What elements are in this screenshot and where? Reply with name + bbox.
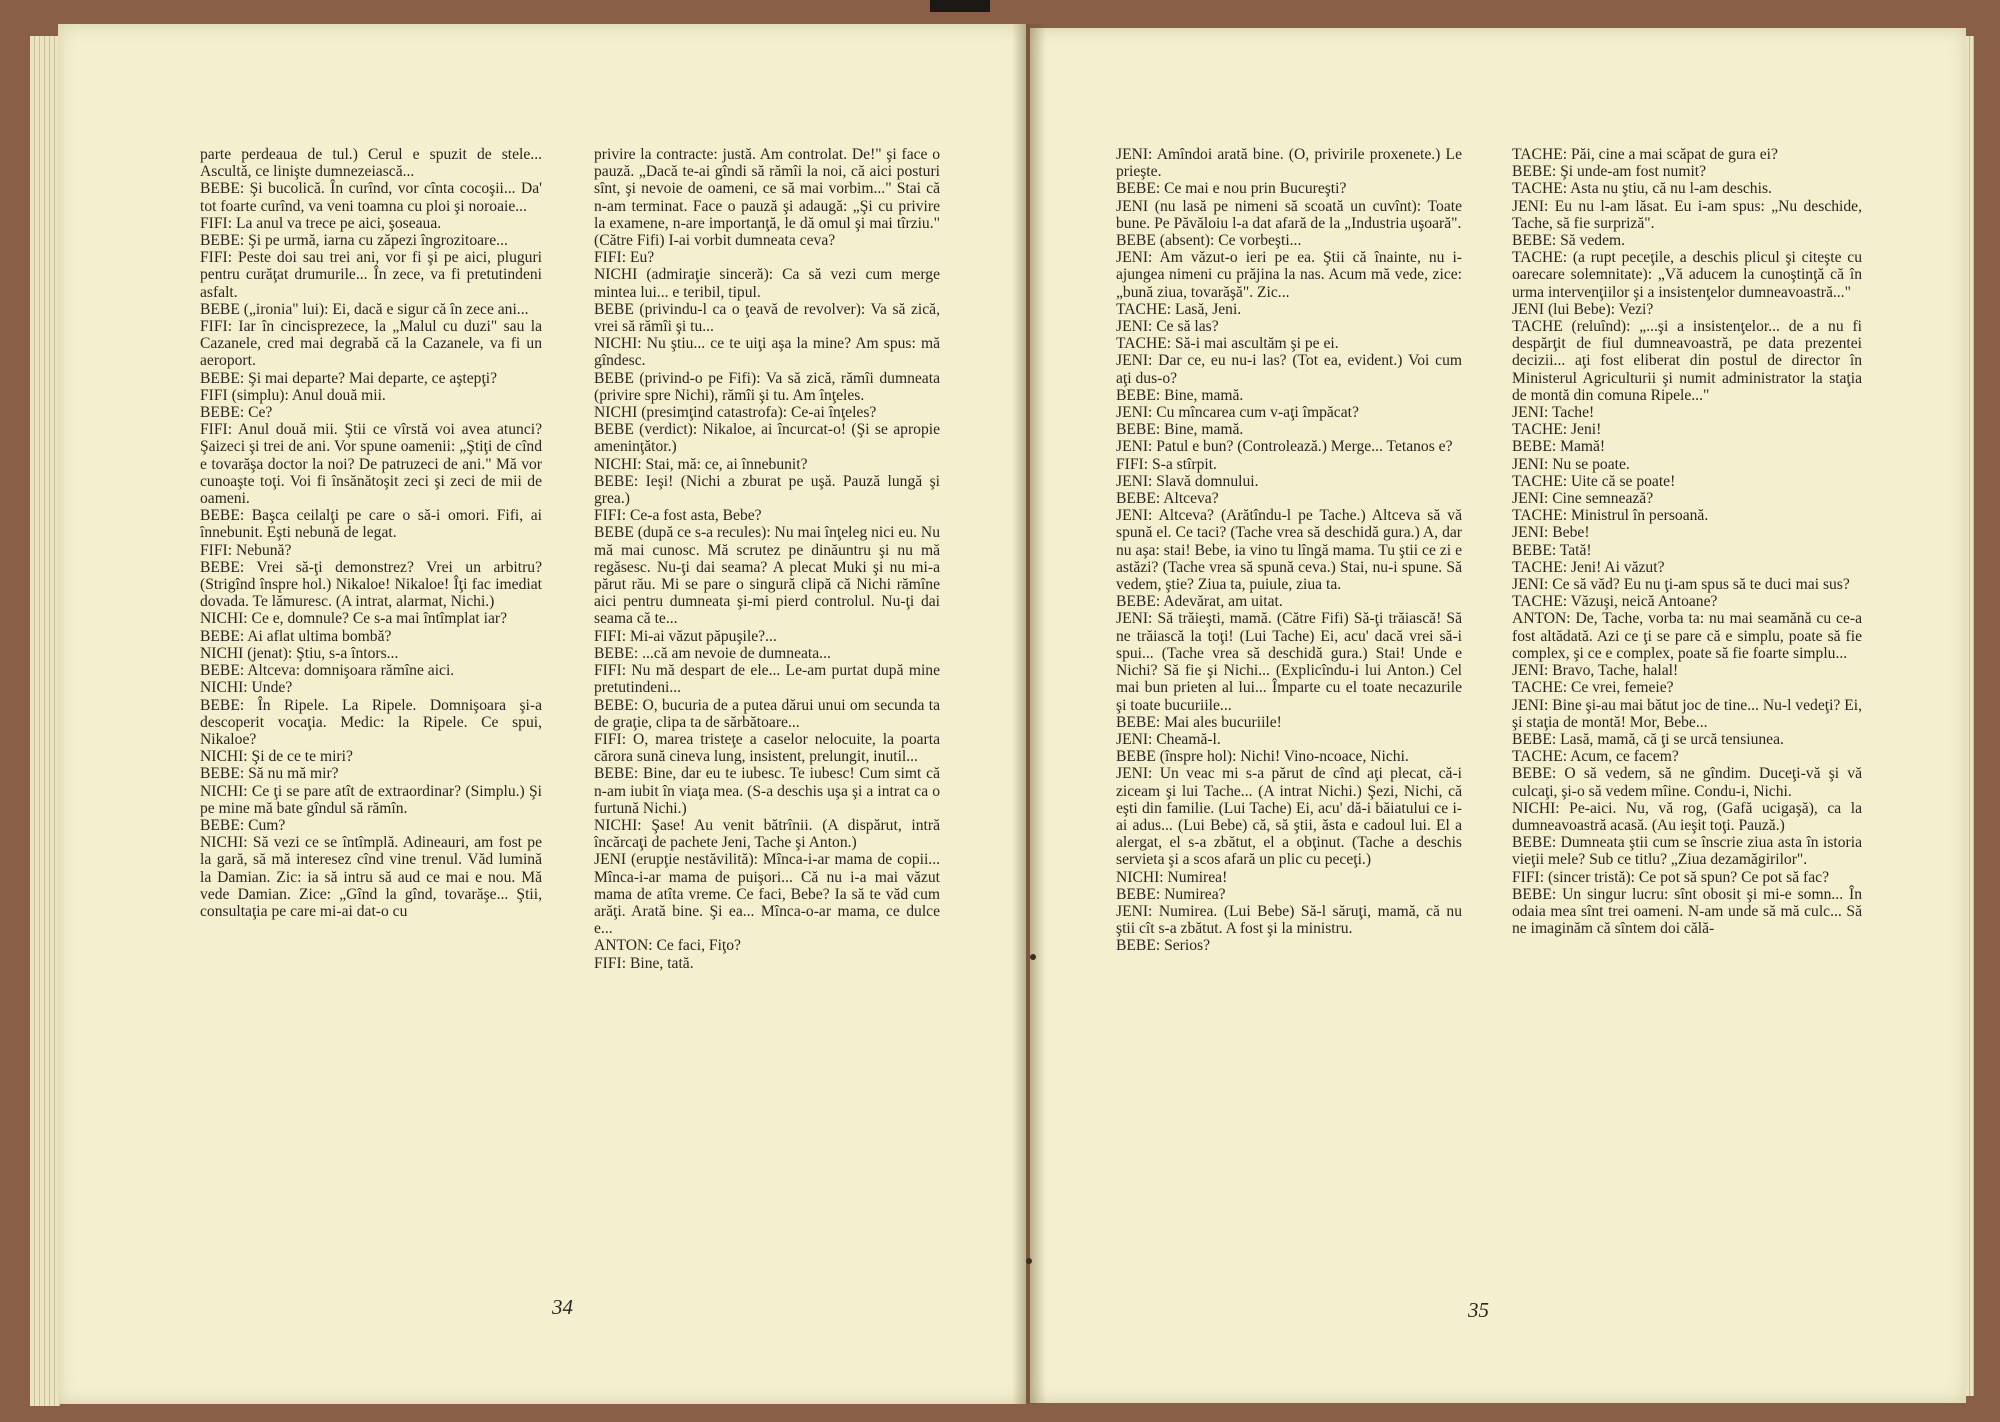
dialogue-paragraph: JENI: Nu se poate. (1512, 455, 1630, 473)
dialogue-paragraph: BEBE: Bine, dar eu te iubesc. Te iubesc! Cum simt că n-am iubit în viaţa mea. (S-a deschis uşa şi a intrat ca o furtună Nichi.) (594, 765, 940, 817)
dialogue-paragraph: BEBE: Să nu mă mir? (200, 765, 339, 783)
dialogue-paragraph: TACHE: Uite că se poate! (1512, 472, 1676, 490)
dialogue-paragraph: BEBE (absent): Ce vorbeşti... (1116, 232, 1302, 250)
dialogue-paragraph: FIFI: Nebună? (200, 541, 292, 559)
dialogue-paragraph: JENI: Dar ce, eu nu-i las? (Tot ea, evident.) Voi cum aţi dus-o? (1116, 352, 1462, 387)
dialogue-paragraph: BEBE (privindu-l ca o ţeavă de revolver): Va să zică, vrei să rămîi şi tu... (594, 300, 940, 336)
dialogue-paragraph: TACHE (reluînd): „...şi a insistenţelor... de a nu fi despărţit de fiul dumneavoastră, pe data prezentei decizii... aţi fost eliberat din postul de director în Ministerul Agriculturii şi numit administrator la staţia de montă din comuna Ripele..." (1512, 318, 1862, 404)
dialogue-paragraph: TACHE: Să-i mai ascultăm şi pe ei. (1116, 335, 1339, 353)
dialogue-paragraph: BEBE: Lasă, mamă, că ţi se urcă tensiunea. (1512, 730, 1784, 748)
dialogue-paragraph: BEBE (verdict): Nikaloe, ai încurcat-o! (Şi se apropie ameninţător.) (594, 421, 940, 456)
dialogue-paragraph: JENI (erupţie nestăvilită): Mînca-i-ar mama de copii... Mînca-i-ar mama de puişori... Că nu i-a mai văzut mama de atîta vreme. Ce faci, Bebe? Ia să te văd cum arăţi. Arată bine. Şi ea... Mînca-o-ar mama, ce dulce e... (594, 851, 940, 938)
dialogue-paragraph: JENI: Altceva? (Arătîndu-l pe Tache.) Altceva să vă spună el. Ce taci? (Tache vrea să deschidă gura.) A, dar nu aşa: stai! Bebe, ia vino tu lîngă mama. Tu ştii ce zi e astăzi? (Tache vrea să spună ceva.) Stai, nu-i spune. Să vedem, ştie? Ziua ta, puiule, ziua ta. (1116, 507, 1462, 594)
dialogue-paragraph: JENI: Bine şi-au mai bătut joc de tine... Nu-l vedeţi? Ei, şi staţia de montă! Mor, Bebe... (1512, 696, 1862, 731)
dialogue-paragraph: ANTON: Ce faci, Fiţo? (594, 937, 741, 955)
dialogue-paragraph: BEBE: În Ripele. La Ripele. Domnişoara şi-a descoperit vocaţia. Medic: la Ripele. Ce spui, Nikaloe? (200, 696, 542, 748)
cover-shadow (930, 0, 990, 12)
dialogue-paragraph: BEBE: Altceva: domnişoara rămîne aici. (200, 662, 455, 680)
dialogue-paragraph: BEBE: Şi unde-am fost numit? (1512, 163, 1707, 181)
page-edges-left (30, 36, 60, 1406)
dialogue-paragraph: NICHI: Nu ştiu... ce te uiţi aşa la mine? Am spus: mă gîndesc. (594, 335, 940, 370)
dialogue-paragraph: JENI: Să trăieşti, mamă. (Către Fifi) Să-ţi trăiască! Să ne trăiască la toţi! (Lui Tache) Ei, acu' dacă vrei să-i spui... (Tache vrea să deschidă gura.) Stai! Unde e Nichi? Să fie şi Nichi... (Explicîndu-i lui Anton.) Cel mai bun prieten al lui... Împarte cu el toate necazurile şi toate bucuriile... (1116, 610, 1462, 714)
right-page-column-2 (1512, 146, 1862, 1274)
dialogue-paragraph: NICHI: Ce ţi se pare atît de extraordinar? (Simplu.) Şi pe mine mă bate gîndul să rămîn. (200, 782, 542, 817)
dialogue-paragraph: JENI: Slavă domnului. (1116, 472, 1259, 490)
dialogue-paragraph: JENI: Am văzut-o ieri pe ea. Ştii că înainte, nu i-ajungea nimeni cu prăjina la nas. Acum mă vede, zice: „bună ziua, tovarăşă". Zic... (1116, 249, 1462, 301)
dialogue-paragraph: FIFI: O, marea tristeţe a caselor nelocuite, la poarta cărora sună cineva lung, insistent, prelungit, inutil... (594, 730, 940, 766)
dialogue-paragraph: BEBE: O să vedem, să ne gîndim. Duceţi-vă şi vă culcaţi, şi-o să vedem mîine. Condu-i, Nichi. (1512, 765, 1862, 800)
dialogue-paragraph: BEBE: Serios? (1116, 937, 1210, 955)
dialogue-paragraph: BEBE: Mai ales bucuriile! (1116, 713, 1282, 731)
dialogue-paragraph: BEBE: ...că am nevoie de dumneata... (594, 644, 831, 662)
dialogue-paragraph: ANTON: De, Tache, vorba ta: nu mai seamănă cu ce-a fost altădată. Azi ce ţi se pare că e simplu, poate să fie complex, şi ce e complex, poate să fie foarte simplu... (1512, 610, 1862, 662)
dialogue-paragraph: TACHE: Ministrul în persoană. (1512, 507, 1709, 525)
dialogue-paragraph: NICHI: Şase! Au venit bătrînii. (A dispărut, intră încărcaţi de pachete Jeni, Tache şi Anton.) (594, 816, 940, 852)
dialogue-paragraph: JENI: Bebe! (1512, 524, 1590, 542)
dialogue-paragraph: FIFI: Mi-ai văzut păpuşile?... (594, 627, 777, 645)
dialogue-paragraph: JENI: Numirea. (Lui Bebe) Să-l săruţi, mamă, că nu ştii cît s-a zbătut. A fost şi la ministru. (1116, 902, 1462, 938)
ink-speck (1026, 1258, 1032, 1264)
dialogue-paragraph: NICHI: Şi de ce te miri? (200, 748, 353, 766)
dialogue-paragraph: BEBE: Şi bucolică. În curînd, vor cînta cocoşii... Da' tot foarte curînd, va veni toamna cu ploi şi noroaie... (200, 180, 542, 215)
dialogue-paragraph: BEBE: Să vedem. (1512, 232, 1626, 250)
dialogue-paragraph: TACHE: Asta nu ştiu, că nu l-am deschis. (1512, 180, 1772, 198)
dialogue-paragraph: BEBE: O, bucuria de a putea dărui unui om secunda ta de graţie, clipa ta de sărbătoare... (594, 696, 940, 731)
dialogue-paragraph: BEBE: Cum? (200, 816, 286, 834)
dialogue-paragraph: FIFI: Anul două mii. Ştii ce vîrstă voi avea atunci? Şaizeci şi trei de ani. Vor spune oamenii: „Ştiţi de cînd e tovarăşa doctor la noi? De patruzeci de ani." Mă vor cunoaşte toţi. Voi fi însănătoşit zeci şi zeci de mii de oameni. (200, 421, 542, 508)
dialogue-paragraph: TACHE: Lasă, Jeni. (1116, 300, 1242, 318)
dialogue-paragraph: BEBE: Numirea? (1116, 885, 1226, 903)
dialogue-paragraph: JENI: Un veac mi s-a părut de cînd aţi plecat, că-i ziceam şi lui Tache... (A intrat Nichi.) Şezi, Nichi, că eşti din familie. (Lui Tache) Ei, acu' dă-i băiatului ce i-ai adus... (Lui Bebe) că, să ştii, ăsta e cadoul lui. El a alergat, el s-a zbătut, el a obţinut. (Tache a deschis servieta şi a scos afară un plic cu peceţi.) (1116, 765, 1462, 869)
dialogue-paragraph: NICHI: Să vezi ce se întîmplă. Adineauri, am fost pe la gară, să mă interesez cînd vine trenul. Văd lumină la Damian. Zic: ia să intru să aud ce mai e nou. Mă vede Damian. Zice: „Gînd la gînd, tovarăşe... Ştii, consultaţia pe care mi-ai dat-o cu (200, 834, 542, 920)
ink-speck (1030, 954, 1036, 960)
dialogue-paragraph: BEBE: Ce mai e nou prin Bucureşti? (1116, 180, 1347, 198)
dialogue-paragraph: NICHI: Pe-aici. Nu, vă rog, (Gafă ucigaşă), ca la dumneavoastră acasă. (Au ieşit toţi. Pauză.) (1512, 799, 1862, 834)
dialogue-paragraph: BEBE (după ce s-a recules): Nu mai înţeleg nici eu. Nu mă mai cunosc. Mă scrutez pe dinăuntru şi nu mă regăsesc. Nu-ţi dai seama? A plecat Muki şi nu mi-a părut rău. Mi se pare o singură clipă că Nichi rămîne aici pentru dumneata şi-mi pierd controlul. Nu-ţi dai seama că te... (594, 524, 940, 628)
dialogue-paragraph: NICHI: Ce e, domnule? Ce s-a mai întîmplat iar? (200, 610, 508, 628)
dialogue-paragraph: BEBE: Şi mai departe? Mai departe, ce aştepţi? (200, 369, 498, 387)
dialogue-paragraph: BEBE: Adevărat, am uitat. (1116, 593, 1283, 611)
left-page-column-2 (594, 146, 940, 1274)
dialogue-paragraph: JENI: Ce să văd? Eu nu ţi-am spus să te duci mai sus? (1512, 576, 1850, 594)
dialogue-paragraph: BEBE: Mamă! (1512, 438, 1606, 456)
dialogue-paragraph: BEBE: Dumneata ştii cum se înscrie ziua asta în istoria vieţii mele? Sub ce titlu? „Ziua dezamăgirilor". (1512, 834, 1862, 869)
dialogue-paragraph: TACHE: Acum, ce facem? (1512, 748, 1679, 766)
dialogue-paragraph: FIFI: Ce-a fost asta, Bebe? (594, 507, 762, 525)
dialogue-paragraph: JENI (nu lasă pe nimeni să scoată un cuvînt): Toate bune. Pe Păvăloiu l-a dat afară de la „Industria uşoară". (1116, 197, 1462, 232)
dialogue-paragraph: BEBE: Ce? (200, 404, 273, 422)
dialogue-paragraph: TACHE: Păi, cine a mai scăpat de gura ei? (1512, 146, 1778, 163)
dialogue-paragraph: TACHE: Jeni! Ai văzut? (1512, 558, 1665, 576)
dialogue-paragraph: BEBE: Bine, mamă. (1116, 386, 1244, 404)
dialogue-paragraph: FIFI (simplu): Anul două mii. (200, 386, 386, 404)
page-number-right: 35 (1468, 1298, 1489, 1322)
dialogue-paragraph: BEBE: Bine, mamă. (1116, 421, 1244, 439)
dialogue-paragraph: BEBE (înspre hol): Nichi! Vino-ncoace, Nichi. (1116, 748, 1409, 766)
dialogue-paragraph: BEBE: Ieşi! (Nichi a zburat pe uşă. Pauză lungă şi grea.) (594, 472, 940, 508)
dialogue-paragraph: BEBE: Vrei să-ţi demonstrez? Vrei un arbitru? (Strigînd înspre hol.) Nikaloe! Nikaloe! Îţi fac imediat dovada. Te lămuresc. (A intrat, alarmat, Nichi.) (200, 558, 542, 611)
dialogue-paragraph: BEBE (privind-o pe Fifi): Va să zică, rămîi dumneata (privire spre Nichi), rămîi şi tu. Am înţeles. (594, 369, 940, 404)
dialogue-paragraph: BEBE: Ai aflat ultima bombă? (200, 627, 392, 645)
dialogue-paragraph: BEBE: Tată! (1512, 541, 1592, 559)
dialogue-paragraph: FIFI: Peste doi sau trei ani, vor fi şi pe aici, pluguri pentru curăţat drumurile... În zece, va fi pretutindeni asfalt. (200, 249, 542, 301)
dialogue-paragraph: BEBE: Şi pe urmă, iarna cu zăpezi îngrozitoare... (200, 232, 508, 250)
dialogue-paragraph: FIFI: Iar în cincisprezece, la „Malul cu duzi" sau la Cazanele, cred mai degrabă că la Cazanele, va fi un aeroport. (200, 318, 542, 370)
dialogue-paragraph: NICHI: Stai, mă: ce, ai înnebunit? (594, 455, 808, 473)
dialogue-paragraph: TACHE: Văzuşi, neică Antoane? (1512, 593, 1718, 611)
dialogue-paragraph: JENI: Bravo, Tache, halal! (1512, 662, 1679, 680)
dialogue-paragraph: BEBE („ironia" lui): Ei, dacă e sigur că în zece ani... (200, 300, 529, 318)
dialogue-paragraph: FIFI: Bine, tată. (594, 954, 694, 972)
dialogue-paragraph: NICHI: Unde? (200, 679, 293, 697)
page-number-left: 34 (552, 1295, 573, 1319)
dialogue-paragraph: parte perdeaua de tul.) Cerul e spuzit de stele... Ascultă, ce linişte dumnezeiască... (200, 146, 542, 181)
left-page-column-1 (200, 146, 542, 1274)
dialogue-paragraph: TACHE: (a rupt peceţile, a deschis plicul şi citeşte cu oarecare solemnitate): „Vă aducem la cunoştinţă că în urma intervenţiilor şi a insistenţelor dumneavoastră..." (1512, 249, 1862, 301)
book-gutter (1012, 24, 1046, 1404)
dialogue-paragraph: JENI: Amîndoi arată bine. (O, privirile proxenete.) Le prieşte. (1116, 146, 1462, 181)
dialogue-paragraph: FIFI: S-a stîrpit. (1116, 455, 1217, 473)
dialogue-paragraph: FIFI: (sincer tristă): Ce pot să spun? Ce pot să fac? (1512, 868, 1829, 886)
dialogue-paragraph: TACHE: Jeni! (1512, 421, 1602, 439)
dialogue-paragraph: NICHI: Numirea! (1116, 868, 1228, 886)
dialogue-paragraph: FIFI: La anul va trece pe aici, şoseaua. (200, 214, 442, 232)
dialogue-paragraph: FIFI: Nu mă despart de ele... Le-am purtat după mine pretutindeni... (594, 662, 940, 697)
dialogue-paragraph: NICHI (jenat): Ştiu, s-a întors... (200, 644, 399, 662)
dialogue-paragraph: JENI: Ce să las? (1116, 318, 1219, 336)
dialogue-paragraph: FIFI: Eu? (594, 249, 655, 267)
dialogue-paragraph: JENI: Cu mîncarea cum v-aţi împăcat? (1116, 404, 1359, 422)
dialogue-paragraph: JENI: Patul e bun? (Controlează.) Merge... Tetanos e? (1116, 438, 1453, 456)
dialogue-paragraph: JENI (lui Bebe): Vezi? (1512, 300, 1654, 318)
dialogue-paragraph: privire la contracte: justă. Am controlat. De!" şi face o pauză. „Dacă te-ai gîndi să rămîi la noi, că aici posturi sînt, şi nevoie de oameni, ce să mai vorbim..." Stai că n-am terminat. Face o pauză şi adaugă: „Şi cu privire la examene, n-are importanţă, le dă omul şi mai tîrziu." (Către Fifi) I-ai vorbit dumneata ceva? (594, 146, 940, 250)
dialogue-paragraph: NICHI (admiraţie sinceră): Ca să vezi cum merge mintea lui... e teribil, tipul. (594, 266, 940, 301)
dialogue-paragraph: BEBE: Un singur lucru: sînt obosit şi mi-e somn... În odaia mea sînt trei oameni. N-am unde să mă culc... Să ne imaginăm că sîntem doi călă- (1512, 885, 1862, 938)
dialogue-paragraph: TACHE: Ce vrei, femeie? (1512, 679, 1674, 697)
dialogue-paragraph: BEBE: Başca ceilalţi pe care o să-i omori. Fifi, ai înnebunit. Eşti nebună de legat. (200, 507, 542, 542)
dialogue-paragraph: JENI: Eu nu l-am lăsat. Eu i-am spus: „Nu deschide, Tache, să fie surpriză". (1512, 197, 1862, 232)
dialogue-paragraph: NICHI (presimţind catastrofa): Ce-ai înţeles? (594, 404, 877, 422)
dialogue-paragraph: BEBE: Altceva? (1116, 490, 1219, 508)
dialogue-paragraph: JENI: Tache! (1512, 404, 1595, 422)
dialogue-paragraph: JENI: Cine semnează? (1512, 490, 1654, 508)
right-page-column-1 (1116, 146, 1462, 1274)
dialogue-paragraph: JENI: Cheamă-l. (1116, 730, 1221, 748)
